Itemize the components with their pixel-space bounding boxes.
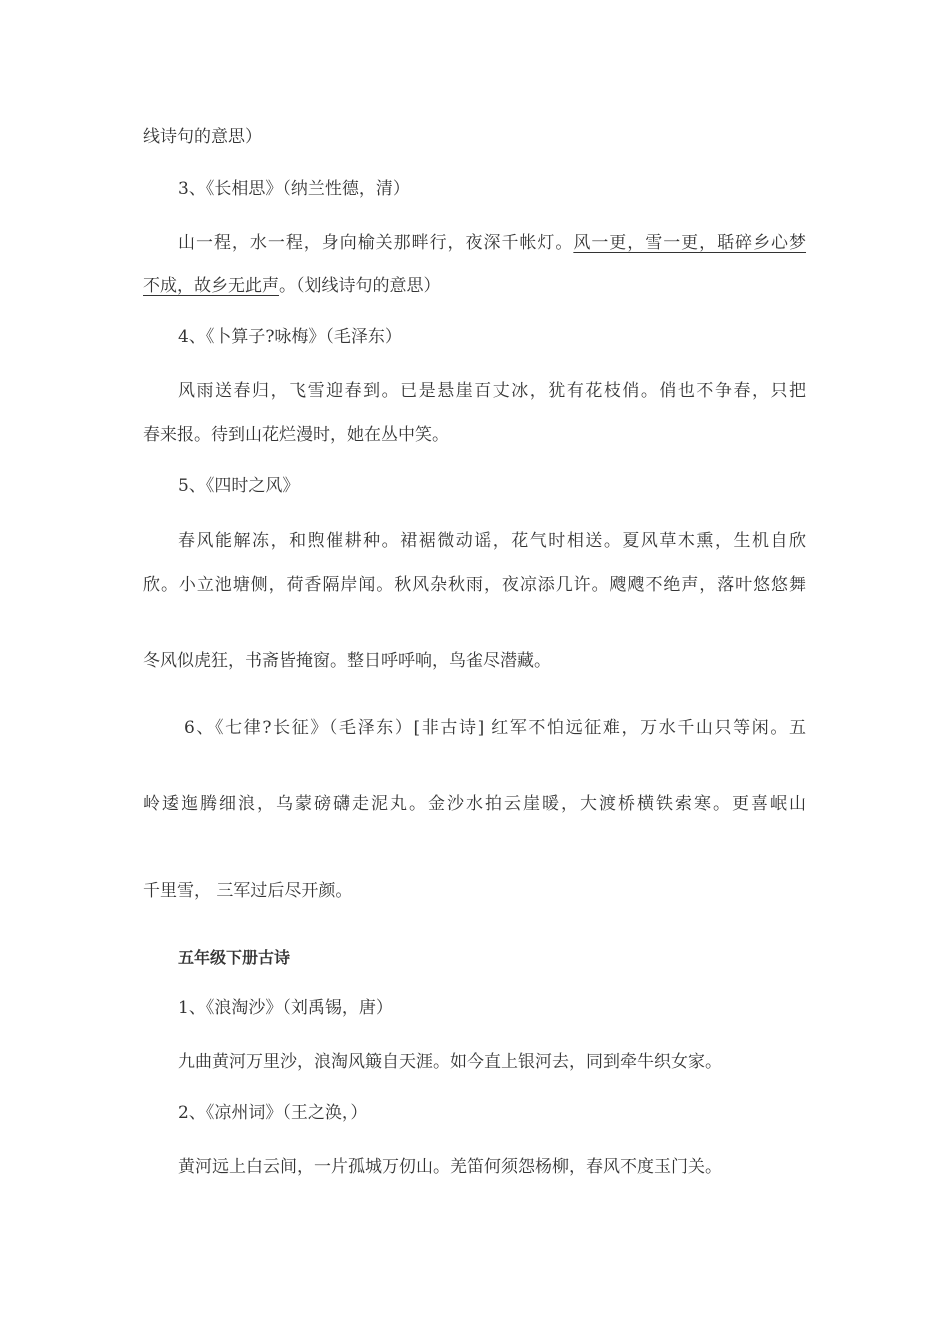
poem-heading: 3、《长相思》（纳兰性德，清） <box>178 179 410 199</box>
poem-line: 风雨送春归，飞雪迎春到。已是悬崖百丈冰，犹有花枝俏。俏也不争春，只把 <box>178 381 806 401</box>
poem-line: 春来报。待到山花烂漫时，她在丛中笑。 <box>143 425 449 445</box>
underlined-text: 不成，故乡无此声 <box>143 276 279 296</box>
poem-heading: 1、《浪淘沙》（刘禹锡，唐） <box>178 998 393 1018</box>
poem-text: 。（划线诗句的意思） <box>279 276 441 296</box>
poem-heading: 2、《凉州词》（王之涣，） <box>178 1103 368 1123</box>
poem-line: 欣。小立池塘侧，荷香隔岸闻。秋风杂秋雨，夜凉添几许。飕飕不绝声，落叶悠悠舞 <box>143 575 806 595</box>
poem-line: 6、《七律?长征》（毛泽东）[非古诗] 红军不怕远征难，万水千山只等闲。五 <box>184 718 806 738</box>
poem-line: 九曲黄河万里沙，浪淘风簸自天涯。如今直上银河去，同到牵牛织女家。 <box>178 1052 722 1072</box>
poem-line: 黄河远上白云间，一片孤城万仞山。羌笛何须怨杨柳，春风不度玉门关。 <box>178 1157 722 1177</box>
poem-line <box>178 231 806 255</box>
poem-line: 春风能解冻，和煦催耕种。裙裾微动谣，花气时相送。夏风草木熏，生机自欣 <box>178 531 806 551</box>
text-line: 线诗句的意思） <box>143 127 262 147</box>
poem-heading: 4、《卜算子?咏梅》（毛泽东） <box>178 327 402 347</box>
poem-line: 岭逶迤腾细浪，乌蒙磅礴走泥丸。金沙水拍云崖暖，大渡桥横铁索寒。更喜岷山 <box>143 794 806 814</box>
poem-line: 冬风似虎狂，书斋皆掩窗。整日呼呼响，鸟雀尽潜藏。 <box>143 651 551 671</box>
poem-text: 山一程，水一程，身向榆关那畔行，夜深千帐灯。 <box>178 233 574 253</box>
poem-line: 千里雪， 三军过后尽开颜。 <box>143 881 353 901</box>
section-title: 五年级下册古诗 <box>178 948 291 967</box>
poem-line <box>143 274 441 298</box>
poem-heading: 5、《四时之风》 <box>178 476 300 496</box>
underlined-text: 风一更，雪一更，聒碎乡心梦 <box>573 233 807 253</box>
